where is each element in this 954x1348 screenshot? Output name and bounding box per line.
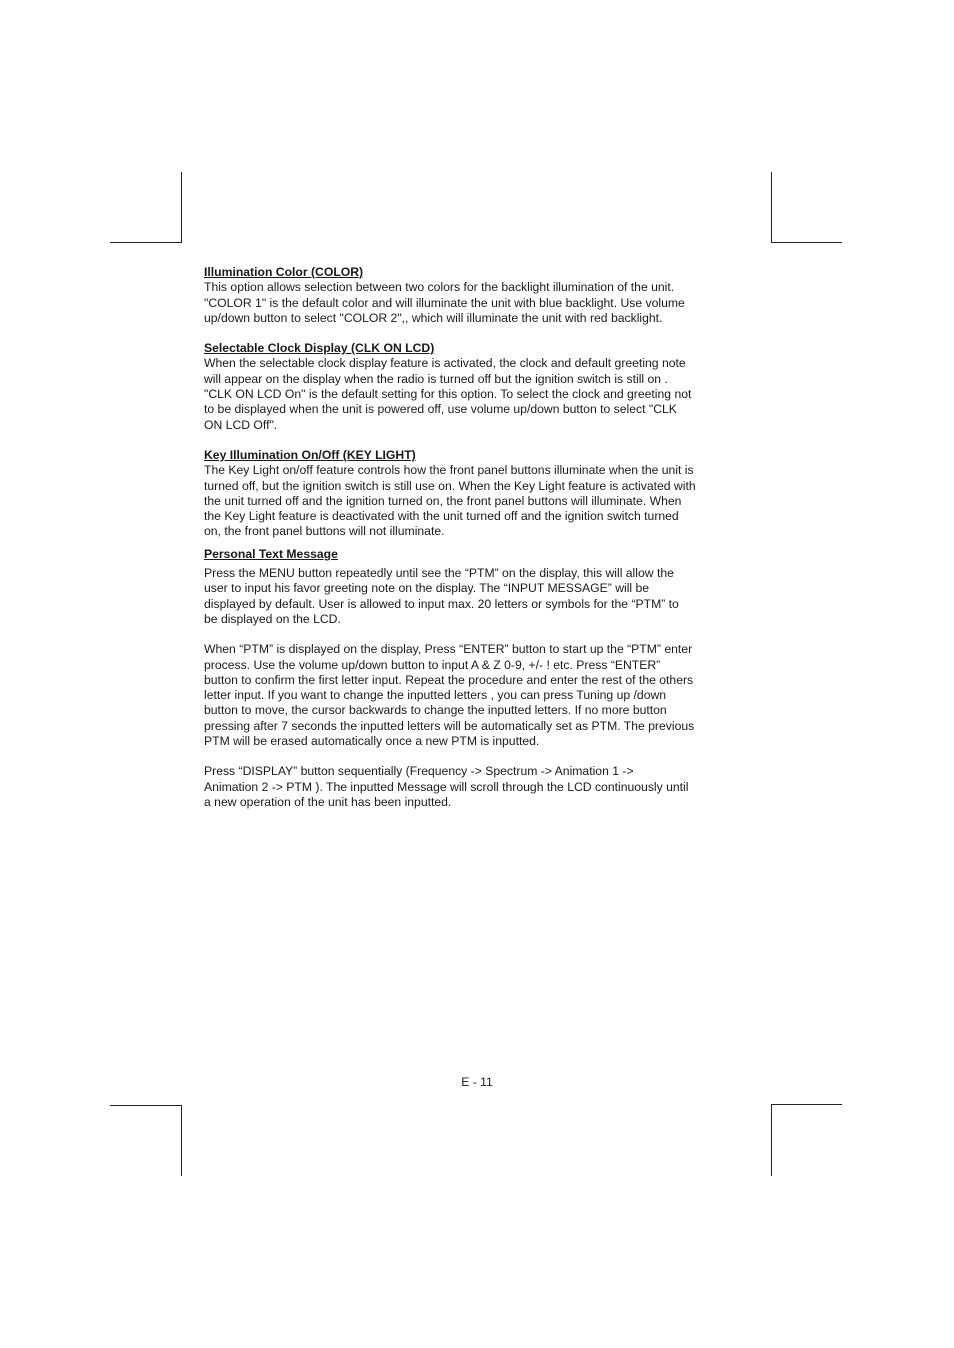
crop-mark-top-left-horizontal [110, 242, 181, 243]
section-paragraph: When “PTM” is displayed on the display, Press “ENTER” button to start up the “PTM” enter process. Use the volume up/down button to input A & Z 0-9, +/- ! etc. Press “ENTER” button to confirm the first letter input. Repeat the procedure and enter the rest of the others letter input. If you want to change the inputted letters , you can press Tuning up /down button to move, the cursor backwards to change the inputted letters. If no more button pressing after 7 seconds the inputted letters will be automatically set as PTM. The previous PTM will be erased automatically once a new PTM is inputted. [204, 642, 695, 749]
section-paragraph: When the selectable clock display feature is activated, the clock and default greeting note will appear on the display when the radio is turned off but the ignition switch is still on . "CLK ON LCD On" is the default setting for this option. To select the clock and greeting not to be displayed when the unit is powered off, use volume up/down button to select "CLK ON LCD Off". [204, 356, 692, 432]
crop-mark-bottom-right-horizontal [771, 1104, 842, 1105]
section-heading: Selectable Clock Display (CLK ON LCD) [204, 341, 435, 356]
section-heading: Personal Text Message [204, 546, 338, 561]
page-number: E - 11 [461, 1075, 493, 1089]
crop-mark-top-left-vertical [181, 172, 182, 243]
section-heading: Illumination Color (COLOR) [204, 265, 364, 279]
section-heading: Key Illumination On/Off (KEY LIGHT) [204, 447, 416, 462]
crop-mark-bottom-left-vertical [181, 1105, 182, 1176]
section-clock-display [204, 341, 728, 433]
section-paragraph: Press “DISPLAY” button sequentially (Frequency -> Spectrum -> Animation 1 -> Animation 2 -> PTM ). The inputted Message will scroll through the LCD continuously until a new operation of the unit has been inputted. [204, 764, 689, 809]
section-personal-text-message [204, 547, 728, 810]
crop-mark-top-right-vertical [771, 172, 772, 243]
crop-mark-bottom-left-horizontal [110, 1105, 181, 1106]
crop-mark-bottom-right-vertical [771, 1105, 772, 1176]
section-key-illumination [204, 448, 728, 540]
section-paragraph: Press the MENU button repeatedly until see the “PTM” on the display, this will allow the user to input his favor greeting note on the display. The “INPUT MESSAGE” will be displayed by default. User is allowed to input max. 20 letters or symbols for the “PTM” to be displayed on the LCD. [204, 566, 679, 626]
document-body [204, 265, 728, 810]
section-illumination-color [204, 265, 728, 326]
crop-mark-top-right-horizontal [771, 242, 842, 243]
section-paragraph: The Key Light on/off feature controls how the front panel buttons illuminate when the unit is turned off, but the ignition switch is still use on. When the Key Light feature is activated with the unit turned off and the ignition turned on, the front panel buttons will illuminate. When the Key Light feature is deactivated with the unit turned off and the ignition switch turned on, the front panel buttons will not illuminate. [204, 463, 696, 539]
section-paragraph: This option allows selection between two colors for the backlight illumination of the unit. "COLOR 1" is the default color and will illuminate the unit with blue backlight. Use volume up/down button to select "COLOR 2",, which will illuminate the unit with red backlight. [204, 280, 685, 325]
